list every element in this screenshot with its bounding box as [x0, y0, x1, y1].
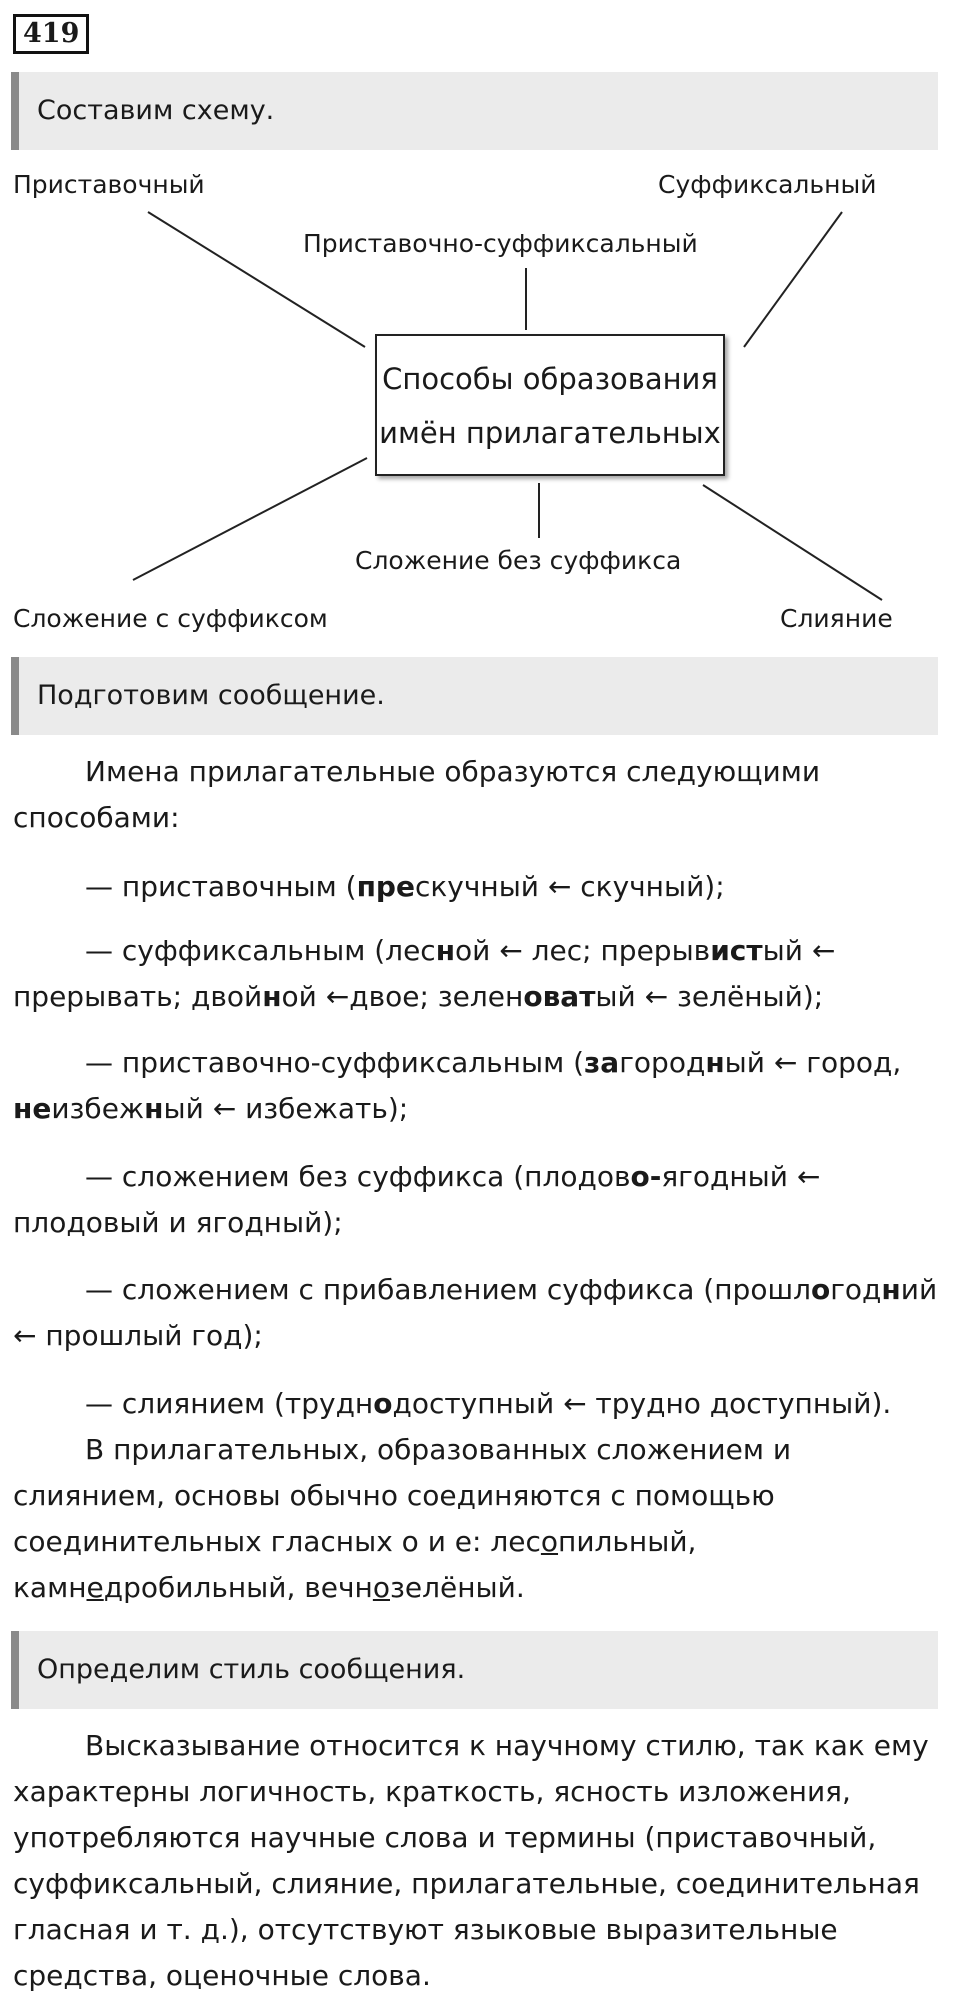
connecting-vowel: е: [86, 1571, 104, 1604]
label-sliyanie: Слияние: [780, 604, 893, 633]
label-suff: Суффиксальный: [658, 170, 877, 199]
center-line-1: Способы образования: [382, 362, 718, 396]
diagram-center-box: [375, 334, 725, 476]
label-slozh-bez: Сложение без суффикса: [355, 546, 682, 575]
style-paragraph: Высказывание относится к научному стилю, так как ему характерны логичность, краткость, ясность изложения, употребляются научные слова и термины (приставочный, суффиксальный, слияние, прилагательные, соединительная гласная и т. д.), отсутствуют языковые выразительные средства, оценочные слова.: [13, 1729, 929, 1992]
connector-sliyanie: [703, 485, 882, 600]
label-slozh-s: Сложение с суффиксом: [13, 604, 328, 633]
intro-paragraph: Имена прилагательные образуются следующими способами:: [13, 755, 821, 834]
connector-suff: [744, 212, 842, 347]
section-heading-scheme: Составим схему.: [11, 72, 938, 150]
connecting-vowel: о: [372, 1571, 390, 1604]
center-line-2: имён прилагательных: [379, 416, 721, 450]
section-heading-style: Определим стиль сообщения.: [11, 1631, 938, 1709]
conclusion-paragraph: В прилагательных, образованных сложением и слиянием, основы обычно соединяются с помощью соединительных гласных о и е: лесопильный, камнедробильный, вечнозелёный.: [13, 1433, 792, 1604]
diagram-connectors: [0, 0, 960, 640]
item-prist: — приставочным (прескучный ← скучный);: [85, 870, 725, 903]
connector-slozh-s: [133, 458, 367, 580]
label-prist-suff: Приставочно-суффиксальный: [303, 229, 698, 258]
item-suff: — суффиксальным (лесной ← лес; прерывистый ← прерывать; двойной ←двое; зеленоватый ← зелёный);: [13, 934, 836, 1013]
item-slozh-bez: — сложением без суффикса (плодово-ягодный ← плодовый и ягодный);: [13, 1160, 821, 1239]
morpheme-highlight: пре: [356, 870, 415, 903]
connecting-vowel: о: [540, 1525, 559, 1558]
task-number: 419: [13, 14, 89, 54]
item-slozh-s: — сложением с прибавлением суффикса (прошлогодний ← прошлый год);: [13, 1273, 938, 1352]
item-prist-suff: — приставочно-суффиксальным (загородный ← город, неизбежный ← избежать);: [13, 1046, 902, 1125]
item-sliyanie: — слиянием (труднодоступный ← трудно доступный).: [85, 1387, 892, 1420]
label-prist: Приставочный: [13, 170, 205, 199]
section-heading-message: Подготовим сообщение.: [11, 657, 938, 735]
